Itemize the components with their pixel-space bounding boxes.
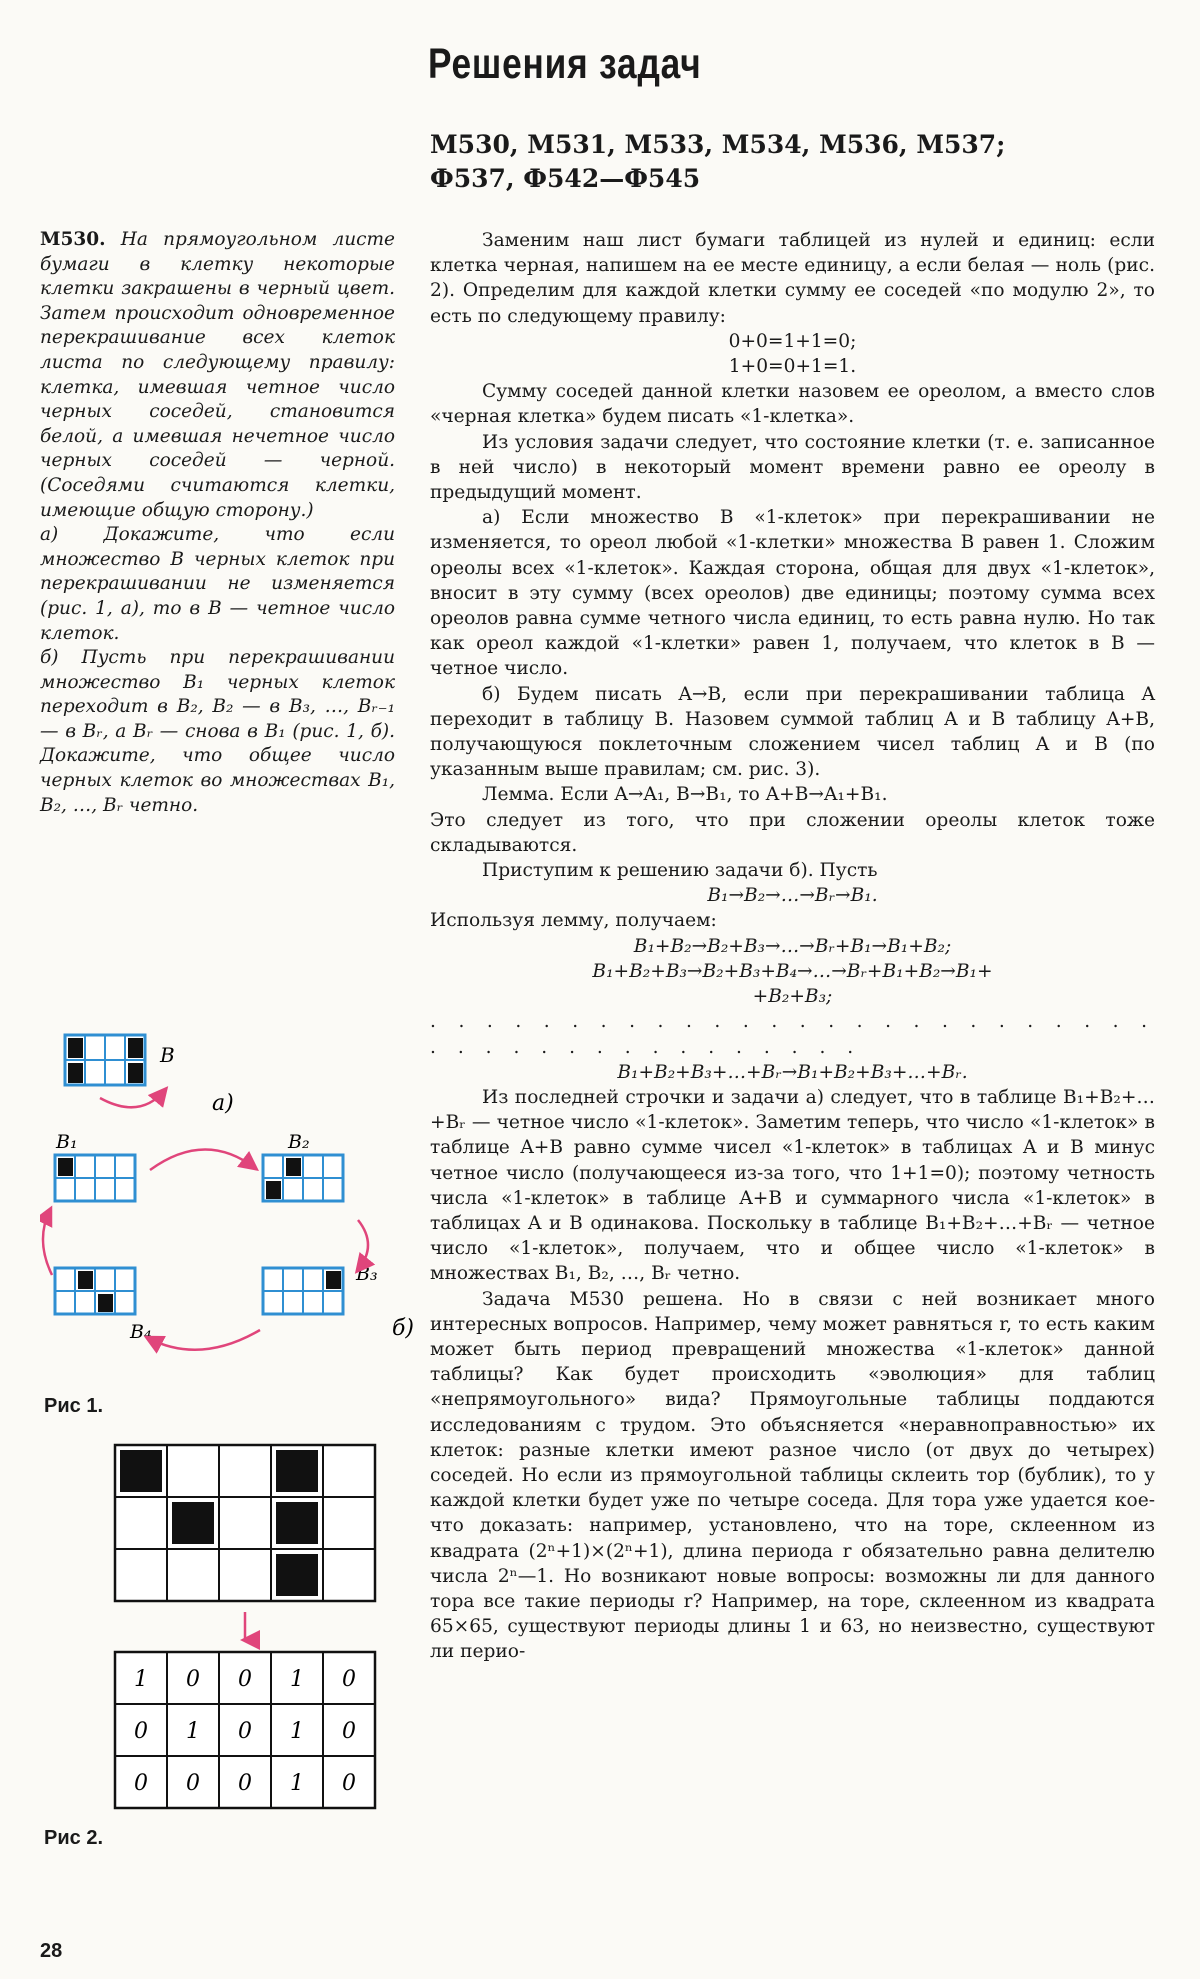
paragraph: Из последней строчки и задачи а) следует, что в таблице B₁+B₂+…+Bᵣ — четное число «1-клеток». Заметим теперь, что число «1-клеток» в таблице A+B равно сумме чисел «1-клеток» в таблицах A и B минус четное число (получающееся из-за того, что 1+1=0); поэтому четность числа «1-клеток» в таблице A+B и суммарного числа «1-клеток» в таблицах A и B одинакова. Поскольку в таблице B₁+B₂+…+Bᵣ — четное число «1-клеток», получаем, что и общее число «1-клеток» в множествах B₁, B₂, …, Bᵣ четно. [430, 1086, 1155, 1285]
binary-table [115, 1652, 375, 1808]
equation: 0+0=1+1=0; [728, 330, 857, 352]
table-cell: 0 [238, 1771, 252, 1796]
problem-text: На прямоугольном листе бумаги в клетку некоторые клетки закрашены в черный цвет. Затем происходит одновременное перекрашивание всех клеток листа по следующему правилу: клетка, имевшая четное число черных соседей, становится белой, а имевшая нечетное число черных соседей — черной. (Соседями считаются клетки, имеющие общую сторону.) [40, 229, 396, 521]
paragraph: Сумму соседей данной клетки назовем ее ореолом, а вместо слов «черная клетка» будем писать «1-клетка». [430, 381, 1155, 428]
problem-list-line-1: М530, М531, М533, М534, М536, М537; [430, 130, 1006, 159]
paragraph: Заменим наш лист бумаги таблицей из нулей и единиц: если клетка черная, напишем на ее месте единицу, а если белая — ноль (рис. 2). Определим для каждой клетки сумму ее соседей «по модулю 2», то есть по следующему правилу: [430, 230, 1155, 327]
figure-1-caption: Рис 1. [44, 1395, 103, 1417]
page-number: 28 [40, 1940, 63, 1962]
grid-a [65, 1035, 145, 1085]
paragraph: Задача М530 решена. Но в связи с ней возникает много интересных вопросов. Например, чему может равняться r, то есть каким может быть период превращений множества «1-клеток» данной таблицы? Как будет происходить «эволюция» для таблиц «непрямоугольного» вида? Прямоугольные таблицы поддаются исследованиям с трудом. Это объясняется «неравноправностью» их клеток: разные клетки имеют разное число (от двух до четырех) соседей. Но если из прямоугольной таблицы склеить тор (бублик), то у каждой клетки будет уже по четыре соседа. Для тора уже удается кое-что доказать: например, установлено, что на торе, склеенном из квадрата (2ⁿ+1)×(2ⁿ+1), длина периода r обязательно равна делителю числа 2ⁿ—1. Но возникают новые вопросы: возможны ли для данного тора все такие периоды r? Например, на торе, склеенном из квадрата 65×65, существуют периоды длины 1 и 63, но неизвестно, существуют ли перио- [430, 1288, 1155, 1663]
problem-list [430, 128, 1170, 196]
table-cell: 1 [134, 1667, 148, 1692]
table-cell: 0 [342, 1771, 356, 1796]
table-cell: 0 [186, 1667, 200, 1692]
table-cell: 0 [134, 1771, 148, 1796]
figure-2 [110, 1440, 385, 1830]
paragraph: б) Будем писать A→B, если при перекрашивании таблица A переходит в таблицу B. Назовем суммой таблиц A и B таблицу A+B, получающуюся поклеточным сложением чисел таблиц A и B (по указанным выше правилам; см. рис. 3). [430, 683, 1155, 781]
grid-b4 [55, 1268, 135, 1314]
label-b3: B₃ [356, 1263, 378, 1285]
page-title: Решения задач [428, 40, 702, 88]
figure-1 [40, 1020, 430, 1385]
grid-b1 [55, 1155, 135, 1201]
label-a: а) [212, 1091, 234, 1116]
grid-b3 [263, 1268, 343, 1314]
problem-number: М530. [40, 229, 106, 250]
label-b: б) [392, 1316, 415, 1341]
table-cell: 1 [290, 1771, 304, 1796]
label-b1: B₁ [56, 1131, 78, 1153]
table-cell: 0 [238, 1719, 252, 1744]
problem-part-b: б) Пусть при перекрашивании множество B₁ черных клеток переходит в B₂, B₂ — в B₃, …, Bᵣ₋₁ — в Bᵣ, а Bᵣ — снова в B₁ (рис. 1, б). Докажите, что общее число черных клеток во множествах B₁, B₂, …, Bᵣ четно. [40, 647, 395, 816]
problem-part-a: а) Докажите, что если множество B черных клеток при перекрашивании не изменяется (рис. 1, а), то в B — четное число клеток. [40, 524, 395, 644]
label-b: B [160, 1043, 175, 1067]
paragraph: Из условия задачи следует, что состояние клетки (т. е. записанное в ней число) в некоторый момент времени равно ее ореолу в предыдущий момент. [430, 431, 1155, 504]
ellipsis-row: . . . . . . . . . . . . . . . . . . . . . . . . . . . . . . . . . . . . . . . . . . [430, 1011, 1155, 1058]
table-cell: 0 [342, 1667, 356, 1692]
equation: 1+0=0+1=1. [728, 356, 857, 378]
solution-text [430, 228, 1155, 1665]
arrow-b1-b2 [150, 1149, 255, 1170]
equation: B₁→B₂→…→Bᵣ→B₁. [707, 885, 878, 907]
paragraph: а) Если множество B «1-клеток» при перекрашивании не изменяется, то ореол любой «1-клетки» множества B равен 1. Сложим ореолы всех «1-клеток». Каждая сторона, общая для двух «1-клеток», вносит в эту сумму (всех ореолов) две единицы; поэтому сумма всех ореолов равна сумме четного числа единиц, то есть равна нулю. Но так как ореол каждой «1-клетки» равен 1, получаем, что клеток в B — четное число. [430, 507, 1155, 680]
grid-black-white [115, 1445, 375, 1601]
paragraph: Приступим к решению задачи б). Пусть [482, 860, 878, 882]
table-cell: 1 [290, 1719, 304, 1744]
problem-statement [40, 228, 395, 818]
table-cell: 1 [186, 1719, 200, 1744]
table-cell: 0 [186, 1771, 200, 1796]
equation: +B₂+B₃; [752, 986, 833, 1008]
equation: B₁+B₂→B₂+B₃→…→Bᵣ+B₁→B₁+B₂; [633, 935, 952, 957]
grid-b2 [263, 1155, 343, 1201]
arrow-b3-b4 [148, 1330, 260, 1350]
table-cell: 0 [342, 1719, 356, 1744]
label-b4: B₄ [130, 1321, 152, 1343]
equation: B₁+B₂+B₃→B₂+B₃+B₄→…→Bᵣ+B₁+B₂→B₁+ [592, 960, 993, 982]
table-cell: 0 [238, 1667, 252, 1692]
arrow-a [100, 1090, 165, 1107]
figure-2-caption: Рис 2. [44, 1827, 103, 1849]
equation: B₁+B₂+B₃+…+Bᵣ→B₁+B₂+B₃+…+Bᵣ. [617, 1061, 968, 1083]
table-cell: 0 [134, 1719, 148, 1744]
table-cell: 1 [290, 1667, 304, 1692]
arrow-b4-b1 [43, 1210, 52, 1275]
lemma: Лемма. Если A→A₁, B→B₁, то A+B→A₁+B₁. [482, 784, 888, 806]
problem-list-line-2: Ф537, Ф542—Ф545 [430, 164, 701, 193]
label-b2: B₂ [288, 1131, 310, 1153]
paragraph: Используя лемму, получаем: [430, 910, 717, 932]
paragraph: Это следует из того, что при сложении ореолы клеток тоже складываются. [430, 809, 1155, 856]
